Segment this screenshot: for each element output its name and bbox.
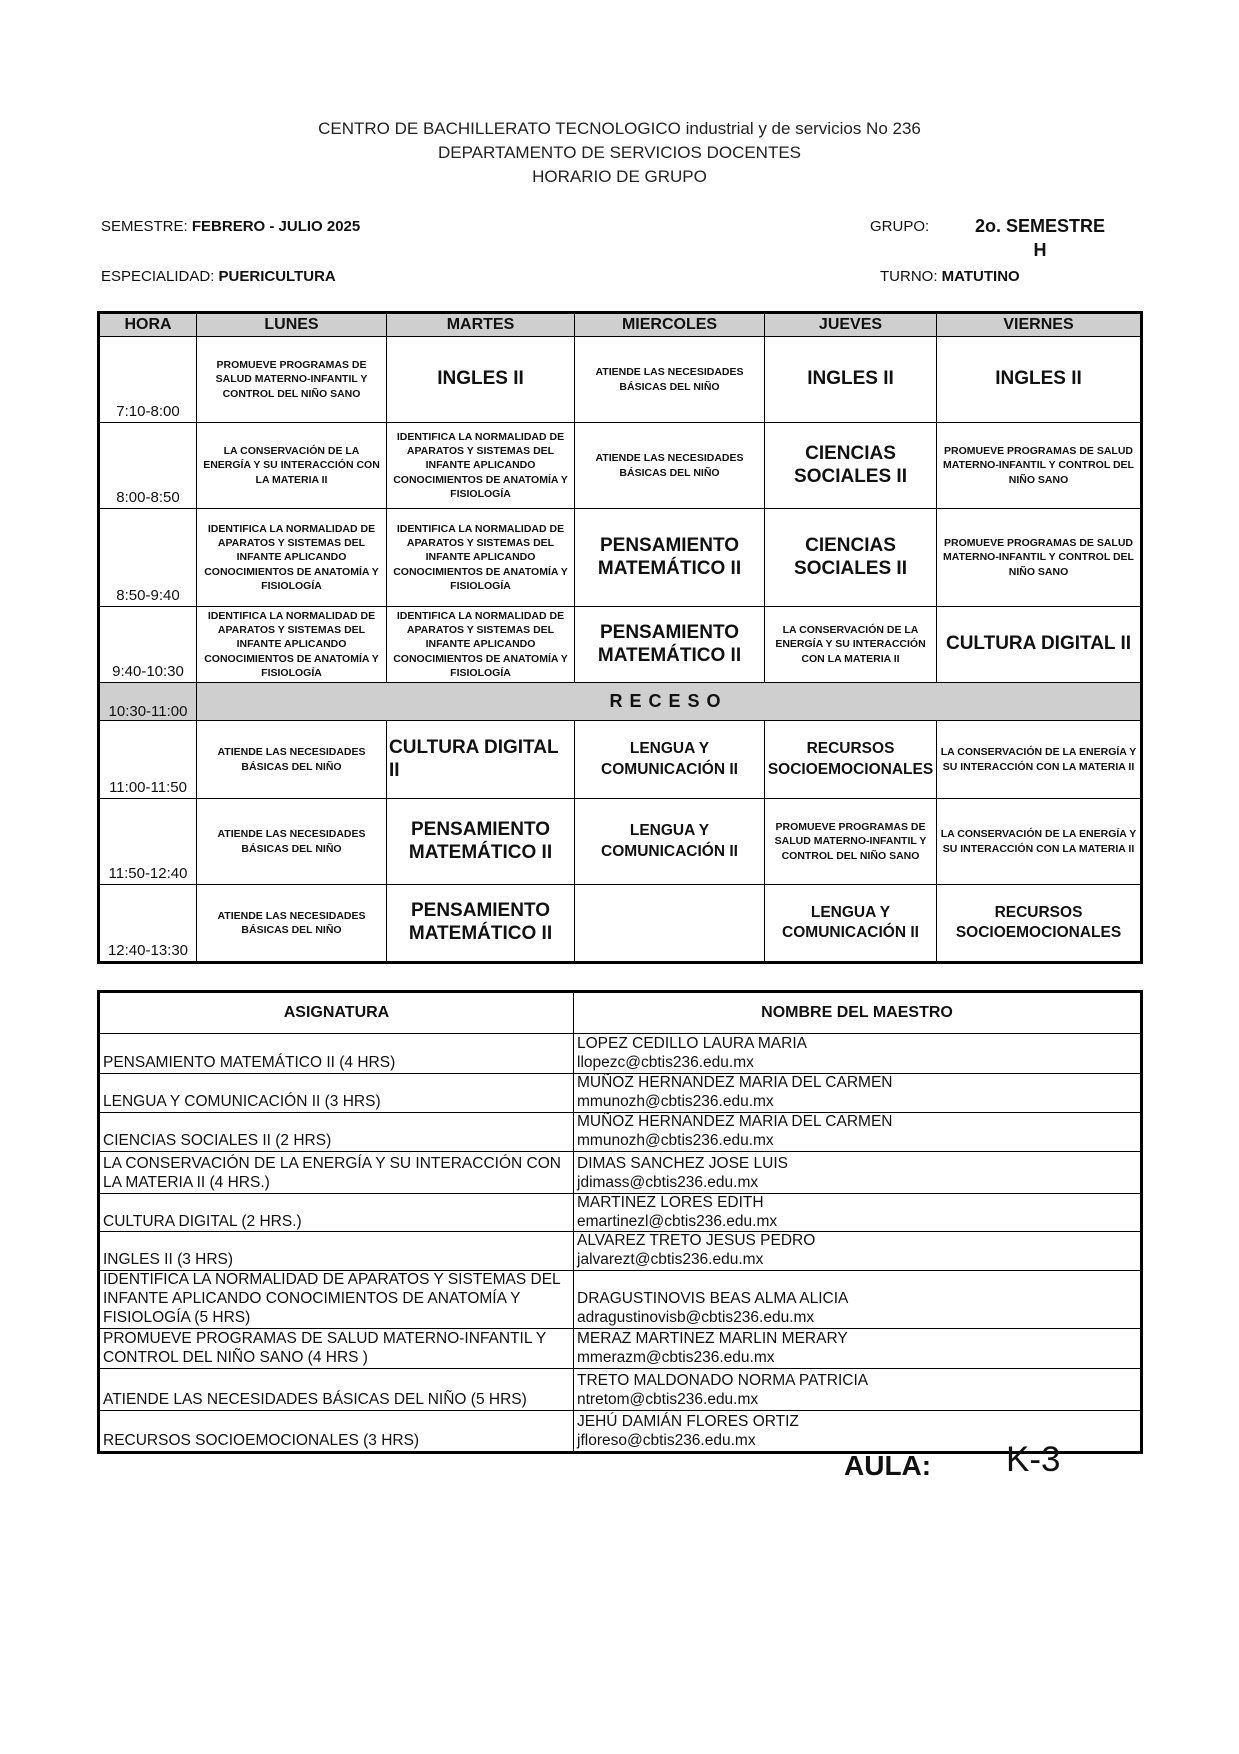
teacher-name: MERAZ MARTINEZ MARLIN MERARY — [577, 1330, 848, 1348]
column-header: MIERCOLES — [575, 313, 765, 337]
hour-cell: 9:40-10:30 — [99, 607, 197, 683]
turno-value: MATUTINO — [941, 268, 1020, 285]
hour-cell: 10:30-11:00 — [99, 683, 197, 721]
teacher-email: llopezc@cbtis236.edu.mx — [577, 1054, 754, 1072]
schedule-table — [97, 311, 1143, 964]
class-cell: CULTURA DIGITAL II — [937, 607, 1142, 683]
class-cell: LENGUA Y COMUNICACIÓN II — [765, 885, 937, 963]
teacher-column-header: NOMBRE DEL MAESTRO — [574, 992, 1142, 1034]
semestre-label: SEMESTRE: — [101, 218, 188, 235]
teacher-email: mmerazm@cbtis236.edu.mx — [577, 1349, 775, 1367]
class-cell: ATIENDE LAS NECESIDADES BÁSICAS DEL NIÑO — [197, 885, 387, 963]
teacher-cell — [574, 1074, 1142, 1113]
department-title: DEPARTAMENTO DE SERVICIOS DOCENTES — [437, 143, 802, 162]
column-header: HORA — [99, 313, 197, 337]
teacher-name: MARTINEZ LORES EDITH — [577, 1193, 764, 1211]
schedule-row — [99, 721, 1142, 799]
teacher-email: jfloreso@cbtis236.edu.mx — [577, 1432, 756, 1450]
teacher-row — [99, 1271, 1142, 1329]
class-cell: PROMUEVE PROGRAMAS DE SALUD MATERNO-INFANTIL Y CONTROL DEL NIÑO SANO — [937, 509, 1142, 607]
class-cell: IDENTIFICA LA NORMALIDAD DE APARATOS Y SISTEMAS DEL INFANTE APLICANDO CONOCIMIENTOS DE ANATOMÍA Y FISIOLOGÍA — [197, 509, 387, 607]
document-title: HORARIO DE GRUPO — [532, 167, 707, 186]
hour-cell: 8:00-8:50 — [99, 423, 197, 509]
semestre-field — [101, 218, 360, 235]
hour-cell: 12:40-13:30 — [99, 885, 197, 963]
class-cell: LA CONSERVACIÓN DE LA ENERGÍA Y SU INTERACCIÓN CON LA MATERIA II — [765, 607, 937, 683]
teacher-row — [99, 1151, 1142, 1193]
teacher-row — [99, 1112, 1142, 1151]
teacher-email: emartinezl@cbtis236.edu.mx — [577, 1212, 778, 1230]
especialidad-value: PUERICULTURA — [218, 268, 336, 285]
teachers-header-row — [99, 992, 1142, 1034]
subject-cell: PENSAMIENTO MATEMÁTICO II (4 HRS) — [99, 1034, 574, 1074]
teacher-name: TRETO MALDONADO NORMA PATRICIA — [577, 1372, 869, 1390]
schedule-header-row — [99, 313, 1142, 337]
teachers-table — [97, 990, 1143, 1454]
teacher-cell — [574, 1193, 1142, 1232]
column-header: MARTES — [387, 313, 575, 337]
especialidad-label: ESPECIALIDAD: — [101, 268, 215, 285]
class-cell: RECURSOS SOCIOEMOCIONALES — [937, 885, 1142, 963]
teacher-cell — [574, 1271, 1142, 1329]
teacher-cell — [574, 1232, 1142, 1271]
teacher-row — [99, 1410, 1142, 1452]
class-cell: ATIENDE LAS NECESIDADES BÁSICAS DEL NIÑO — [575, 423, 765, 509]
teacher-row — [99, 1368, 1142, 1410]
teacher-cell — [574, 1034, 1142, 1074]
institution-subtitle: industrial y de servicios No 236 — [680, 119, 921, 138]
subject-cell: INGLES II (3 HRS) — [99, 1232, 574, 1271]
class-cell: INGLES II — [765, 337, 937, 423]
teacher-email: ntretom@cbtis236.edu.mx — [577, 1391, 759, 1409]
turno-label: TURNO: — [880, 268, 938, 285]
teacher-row — [99, 1328, 1142, 1368]
grupo-label: GRUPO: — [870, 218, 930, 235]
schedule-row — [99, 423, 1142, 509]
teacher-name: ALVAREZ TRETO JESUS PEDRO — [577, 1232, 816, 1250]
teacher-name: DRAGUSTINOVIS BEAS ALMA ALICIA — [577, 1290, 849, 1308]
teacher-email: jalvarezt@cbtis236.edu.mx — [577, 1251, 764, 1269]
column-header: LUNES — [197, 313, 387, 337]
schedule-row — [99, 509, 1142, 607]
turno-field — [880, 268, 1020, 285]
class-cell: PROMUEVE PROGRAMAS DE SALUD MATERNO-INFANTIL Y CONTROL DEL NIÑO SANO — [765, 799, 937, 885]
teacher-row — [99, 1074, 1142, 1113]
schedule-row — [99, 607, 1142, 683]
class-cell: PENSAMIENTO MATEMÁTICO II — [575, 607, 765, 683]
teacher-email: jdimass@cbtis236.edu.mx — [577, 1173, 759, 1191]
teacher-cell — [574, 1112, 1142, 1151]
class-cell — [575, 885, 765, 963]
class-cell: LA CONSERVACIÓN DE LA ENERGÍA Y SU INTERACCIÓN CON LA MATERIA II — [937, 799, 1142, 885]
semestre-value: FEBRERO - JULIO 2025 — [191, 218, 361, 235]
recess-cell: RECESO — [197, 683, 1142, 721]
teacher-cell — [574, 1368, 1142, 1410]
subject-cell: IDENTIFICA LA NORMALIDAD DE APARATOS Y SISTEMAS DEL INFANTE APLICANDO CONOCIMIENTOS DE ANATOMÍA Y FISIOLOGÍA (5 HRS) — [99, 1271, 574, 1329]
subject-column-header: ASIGNATURA — [99, 992, 574, 1034]
class-cell: INGLES II — [937, 337, 1142, 423]
class-cell: PENSAMIENTO MATEMÁTICO II — [387, 799, 575, 885]
teacher-name: MUÑOZ HERNANDEZ MARIA DEL CARMEN — [577, 1112, 893, 1130]
schedule-row — [99, 799, 1142, 885]
subject-cell: LA CONSERVACIÓN DE LA ENERGÍA Y SU INTERACCIÓN CON LA MATERIA II (4 HRS.) — [99, 1151, 574, 1193]
grupo-letter: H — [1033, 240, 1047, 260]
class-cell: LENGUA Y COMUNICACIÓN II — [575, 799, 765, 885]
grupo-value: 2o. SEMESTRE — [974, 216, 1106, 236]
class-cell: PROMUEVE PROGRAMAS DE SALUD MATERNO-INFANTIL Y CONTROL DEL NIÑO SANO — [197, 337, 387, 423]
teacher-row — [99, 1232, 1142, 1271]
hour-cell: 7:10-8:00 — [99, 337, 197, 423]
class-cell: CIENCIAS SOCIALES II — [765, 509, 937, 607]
teacher-name: LOPEZ CEDILLO LAURA MARIA — [577, 1035, 807, 1053]
class-cell: RECURSOS SOCIOEMOCIONALES — [765, 721, 937, 799]
class-cell: CIENCIAS SOCIALES II — [765, 423, 937, 509]
class-cell: LA CONSERVACIÓN DE LA ENERGÍA Y SU INTERACCIÓN CON LA MATERIA II — [197, 423, 387, 509]
class-cell: ATIENDE LAS NECESIDADES BÁSICAS DEL NIÑO — [197, 799, 387, 885]
institution-title — [0, 119, 1239, 139]
subject-cell: RECURSOS SOCIOEMOCIONALES (3 HRS) — [99, 1410, 574, 1452]
subject-cell: ATIENDE LAS NECESIDADES BÁSICAS DEL NIÑO (5 HRS) — [99, 1368, 574, 1410]
teacher-email: mmunozh@cbtis236.edu.mx — [577, 1131, 774, 1149]
hour-cell: 8:50-9:40 — [99, 509, 197, 607]
class-cell: PENSAMIENTO MATEMÁTICO II — [387, 885, 575, 963]
teacher-name: JEHÚ DAMIÁN FLORES ORTIZ — [577, 1413, 799, 1431]
column-header: JUEVES — [765, 313, 937, 337]
class-cell: ATIENDE LAS NECESIDADES BÁSICAS DEL NIÑO — [575, 337, 765, 423]
class-cell: CULTURA DIGITAL II — [387, 721, 575, 799]
hour-cell: 11:50-12:40 — [99, 799, 197, 885]
class-cell: INGLES II — [387, 337, 575, 423]
hour-cell: 11:00-11:50 — [99, 721, 197, 799]
subject-cell: CIENCIAS SOCIALES II (2 HRS) — [99, 1112, 574, 1151]
class-cell: PENSAMIENTO MATEMÁTICO II — [575, 509, 765, 607]
especialidad-field — [101, 268, 336, 285]
class-cell: IDENTIFICA LA NORMALIDAD DE APARATOS Y SISTEMAS DEL INFANTE APLICANDO CONOCIMIENTOS DE ANATOMÍA Y FISIOLOGÍA — [197, 607, 387, 683]
teacher-row — [99, 1193, 1142, 1232]
subject-cell: LENGUA Y COMUNICACIÓN II (3 HRS) — [99, 1074, 574, 1113]
subject-cell: CULTURA DIGITAL (2 HRS.) — [99, 1193, 574, 1232]
class-cell: ATIENDE LAS NECESIDADES BÁSICAS DEL NIÑO — [197, 721, 387, 799]
subject-cell: PROMUEVE PROGRAMAS DE SALUD MATERNO-INFANTIL Y CONTROL DEL NIÑO SANO (4 HRS ) — [99, 1328, 574, 1368]
teacher-email: adragustinovisb@cbtis236.edu.mx — [577, 1309, 815, 1327]
teacher-email: mmunozh@cbtis236.edu.mx — [577, 1092, 774, 1110]
column-header: VIERNES — [937, 313, 1142, 337]
teacher-name: DIMAS SANCHEZ JOSE LUIS — [577, 1154, 789, 1172]
teacher-name: MUÑOZ HERNANDEZ MARIA DEL CARMEN — [577, 1074, 893, 1091]
class-cell: LENGUA Y COMUNICACIÓN II — [575, 721, 765, 799]
institution-name: CENTRO DE BACHILLERATO TECNOLOGICO — [318, 119, 681, 138]
teacher-cell — [574, 1328, 1142, 1368]
class-cell: PROMUEVE PROGRAMAS DE SALUD MATERNO-INFANTIL Y CONTROL DEL NIÑO SANO — [937, 423, 1142, 509]
teacher-cell — [574, 1151, 1142, 1193]
class-cell: IDENTIFICA LA NORMALIDAD DE APARATOS Y SISTEMAS DEL INFANTE APLICANDO CONOCIMIENTOS DE ANATOMÍA Y FISIOLOGÍA — [387, 509, 575, 607]
teacher-row — [99, 1034, 1142, 1074]
schedule-row — [99, 683, 1142, 721]
schedule-row — [99, 337, 1142, 423]
class-cell: LA CONSERVACIÓN DE LA ENERGÍA Y SU INTERACCIÓN CON LA MATERIA II — [937, 721, 1142, 799]
aula-value: K-3 — [1006, 1440, 1061, 1479]
aula-label: AULA: — [844, 1450, 932, 1481]
class-cell: IDENTIFICA LA NORMALIDAD DE APARATOS Y SISTEMAS DEL INFANTE APLICANDO CONOCIMIENTOS DE ANATOMÍA Y FISIOLOGÍA — [387, 423, 575, 509]
class-cell: IDENTIFICA LA NORMALIDAD DE APARATOS Y SISTEMAS DEL INFANTE APLICANDO CONOCIMIENTOS DE ANATOMÍA Y FISIOLOGÍA — [387, 607, 575, 683]
schedule-row — [99, 885, 1142, 963]
